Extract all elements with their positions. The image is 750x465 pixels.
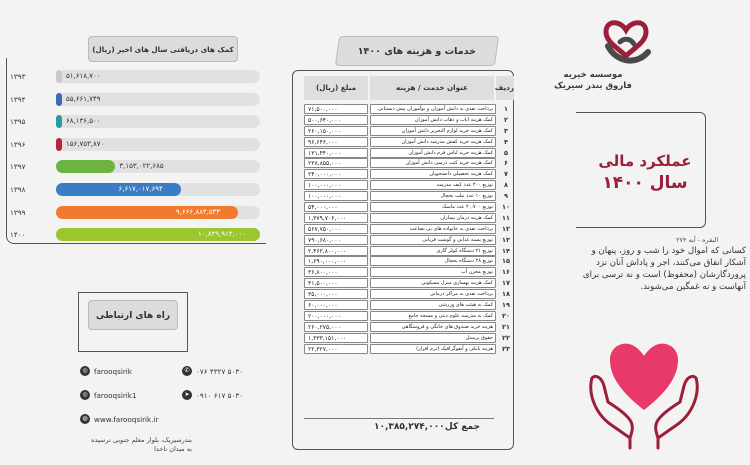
row-number: ۴ xyxy=(504,137,508,146)
bar-value-label: ۶,۶۱۷,۰۱۷,۶۹۴ xyxy=(118,185,163,193)
bar xyxy=(56,115,62,128)
globe-icon: ◍ xyxy=(80,414,90,424)
instagram-handle-2: farooqsirik1 xyxy=(94,390,137,400)
table-row xyxy=(304,180,514,191)
website-link[interactable] xyxy=(80,414,158,424)
org-name-line1: موسسه خیریه xyxy=(563,70,623,80)
bar-value-label: ۱۰,۸۳۹,۹۱۳,۰۰۰ xyxy=(198,230,247,239)
row-number: ۲۱ xyxy=(502,322,510,331)
bar xyxy=(56,93,62,106)
row-amount: ۱۰۰,۰۰۰,۰۰۰ xyxy=(304,180,368,190)
row-number: ۱۱ xyxy=(502,213,510,222)
table-row xyxy=(304,126,514,137)
row-description: کمک هزینه تحصیلی دانشجویان xyxy=(370,169,496,179)
row-number: ۱۲ xyxy=(502,224,510,233)
row-description: کمک هزینه ایاب و ذهاب دانش آموزان xyxy=(370,115,496,125)
services-table-title-box xyxy=(335,36,499,66)
bar-value-label: ۳,۱۵۳,۰۲۲,۶۸۵ xyxy=(119,162,164,171)
table-row xyxy=(304,202,514,213)
row-amount: ۳۱,۵۰۰,۰۰۰ xyxy=(304,278,368,288)
contact-title: راه های ارتباطی xyxy=(88,300,178,330)
row-description: توزیع ۱۰ عدد تبلت بخچال xyxy=(370,191,496,201)
row-amount: ۲۰۰,۰۰۰,۰۰۰ xyxy=(304,311,368,321)
row-amount: ۵۶۷,۷۵۰,۰۰۰ xyxy=(304,224,368,234)
total-label: جمع کل xyxy=(444,422,480,432)
row-number: ۹ xyxy=(504,192,508,201)
instagram-icon: ◎ xyxy=(80,390,90,400)
hands-heart-icon xyxy=(578,320,710,452)
bar-year-label: ۱۳۹۷ xyxy=(10,162,26,172)
row-number: ۱۵ xyxy=(502,257,510,266)
bar-value-label: ۱۵۶,۷۵۳,۸۷۰ xyxy=(66,139,105,148)
website-url: www.farooqsirik.ir xyxy=(94,414,159,424)
table-row xyxy=(304,289,514,300)
table-row xyxy=(304,300,514,311)
row-description: پرداخت نقدی به خانواده های بی بضاعت xyxy=(370,224,496,234)
row-number: ۵ xyxy=(504,148,508,157)
table-row xyxy=(304,311,514,322)
total-value: ۱۰,۳۸۵,۲۷۴,۰۰۰ xyxy=(374,422,445,432)
chart-title: کمک های دریافتی سال های اخیر (ریال) xyxy=(88,36,238,62)
performance-title-line2: سال ۱۴۰۰ xyxy=(602,172,688,193)
performance-title-line1: عملکرد مالی xyxy=(598,152,692,170)
row-number: ۸ xyxy=(504,181,508,190)
row-number: ۲۲ xyxy=(502,333,510,342)
table-row xyxy=(304,224,514,235)
bar-year-label: ۱۳۹۵ xyxy=(10,117,26,127)
charity-logo-icon xyxy=(598,16,654,68)
row-amount: ۳۵,۰۰۰,۰۰۰ xyxy=(304,289,368,299)
bar-value-label: ۶۸,۱۳۶,۵۰۰ xyxy=(66,117,101,126)
bar xyxy=(56,70,62,83)
performance-title xyxy=(590,152,700,194)
row-number: ۷ xyxy=(504,170,508,179)
table-row xyxy=(304,158,514,169)
verse-text: کسانی که اموال خود را شب و روز، پنهان و آشکار انفاق می‌کنند، اجر و پاداش آنان نزد پروردگارشان (محفوظ) است و نه ترسی برای آنهاست و نه غمگین می‌شوند. xyxy=(582,246,746,292)
table-row xyxy=(304,344,514,355)
bar-year-label: ۱۳۹۶ xyxy=(10,139,26,149)
row-amount: ۲۴۰,۰۰۰,۰۰۰ xyxy=(304,169,368,179)
table-row xyxy=(304,235,514,246)
row-description: کمک هزینه خرید کفش مدرسه دانش آموزان xyxy=(370,137,496,147)
row-amount: ۱۰۰,۰۰۰,۰۰۰ xyxy=(304,191,368,201)
row-number: ۱۹ xyxy=(502,301,510,310)
row-description: پرداخت نقدی به مراکز درمانی xyxy=(370,289,496,299)
bar-year-label: ۱۳۹۸ xyxy=(10,185,26,194)
row-amount: ۱,۶۹۰,۰۰۰,۰۰۰ xyxy=(304,256,368,266)
row-amount: ۲۲,۳۲۷,۰۰۰ xyxy=(304,344,368,354)
table-row xyxy=(304,278,514,289)
table-row xyxy=(304,191,514,202)
bar xyxy=(56,160,115,173)
bar-value-label: ۵۵,۶۶۱,۷۴۹ xyxy=(66,94,101,103)
row-number: ۱۸ xyxy=(502,290,510,299)
row-number: ۲ xyxy=(504,115,508,124)
table-row xyxy=(304,267,514,278)
services-table-body xyxy=(304,104,514,354)
column-header-amount: مبلغ (ریال) xyxy=(304,76,368,100)
instagram-handle-1: farooqsirik xyxy=(94,366,132,376)
whatsapp-icon: ✆ xyxy=(182,366,192,376)
table-row xyxy=(304,322,514,333)
table-row xyxy=(304,213,514,224)
bar-year-label: ۱۳۹۴ xyxy=(10,94,26,104)
row-amount: ۲۳۸,۸۵۵,۰۰۰ xyxy=(304,158,368,168)
row-description: هزینه بانکی و آنفوگرافیک (ترم افزار) xyxy=(370,344,496,354)
row-amount: ۵۴,۰۰۰,۰۰۰ xyxy=(304,202,368,212)
table-row xyxy=(304,104,514,115)
row-amount: ۲۶۰,۲۷۵,۰۰۰ xyxy=(304,322,368,332)
row-number: ۱۴ xyxy=(502,246,510,255)
row-description: پرداخت نقدی به دانش آموزان و نوآموزان پیش دبستانی xyxy=(370,104,496,114)
telegram-icon: ➤ xyxy=(182,390,192,400)
row-amount: ۲۶۰,۱۵۰,۰۰۰ xyxy=(304,126,368,136)
row-number: ۳ xyxy=(504,126,508,135)
row-amount: ۱,۳۷۹,۷۰۶,۰۰۰ xyxy=(304,213,368,223)
row-number: ۱۷ xyxy=(502,279,510,288)
mobile-link[interactable] xyxy=(182,390,243,400)
row-amount: ۱,۳۳۳,۱۵۱,۰۰۰ xyxy=(304,333,368,343)
mobile-number: ۰۹۱۰ ۶۱۷ ۵۰۳۰ xyxy=(196,390,244,400)
bar-year-label: ۱۴۰۰ xyxy=(10,230,26,240)
phone-number: ۰۷۶ ۴۳۲۷ ۵۰۳۰ xyxy=(196,366,244,376)
row-amount: ۲,۴۶۲,۸۰۰,۰۰۰ xyxy=(304,246,368,256)
instagram-link-2[interactable] xyxy=(80,390,137,400)
bar xyxy=(56,138,62,151)
row-description: کمک هزینه خرید کتب درسی دانش آموزان xyxy=(370,158,496,168)
row-description: توزیع بسته غذایی و گوشت قربانی xyxy=(370,235,496,245)
bar-year-label: ۱۳۹۹ xyxy=(10,207,26,217)
row-number: ۶ xyxy=(504,159,508,168)
table-row xyxy=(304,246,514,257)
row-description: کمک هزینه خرید لوازم التحریر دانش آموزان xyxy=(370,126,496,136)
row-number: ۲۳ xyxy=(502,344,510,353)
table-row xyxy=(304,115,514,126)
phone-link[interactable] xyxy=(182,366,243,376)
row-amount: ۵۰۰,۶۴۰,۰۰۰ xyxy=(304,115,368,125)
table-total-row xyxy=(304,418,494,434)
table-row xyxy=(304,148,514,159)
row-amount: ۶۰,۰۰۰,۰۰۰ xyxy=(304,300,368,310)
row-description: کمک هزینه درمان بیماران xyxy=(370,213,496,223)
row-number: ۱۰ xyxy=(502,203,510,212)
org-name xyxy=(554,70,632,93)
row-description: توزیع ۲۱ دستگاه کولر گازی xyxy=(370,246,496,256)
row-number: ۱۶ xyxy=(502,268,510,277)
column-header-description: عنوان خدمت / هزینه xyxy=(370,76,494,100)
row-number: ۱ xyxy=(504,105,508,113)
row-description: کمک به مدرسه علوم دینی و مسجد جامع xyxy=(370,311,496,321)
row-description: کمک هزینه خرید لباس فرم دانش آموزان xyxy=(370,148,496,158)
row-description: توزیع ۲۰۰ عدد کیف مدرسه xyxy=(370,180,496,190)
bar-year-label: ۱۳۹۳ xyxy=(10,72,26,81)
bar-value-label: ۹,۶۶۶,۸۸۳,۵۳۳ xyxy=(175,207,221,216)
instagram-icon: ◎ xyxy=(80,366,90,376)
row-description: توزیع مخزن آب xyxy=(370,267,496,277)
bar-value-label: ۵۱,۶۱۸,۷۰۰ xyxy=(66,72,101,80)
row-amount: ۱۳۱,۴۴۰,۰۰۰ xyxy=(304,148,368,158)
row-number: ۲۰ xyxy=(502,311,510,320)
row-description: توزیع ۲۰,۷۰۰ عدد ماسک xyxy=(370,202,496,212)
instagram-link-1[interactable] xyxy=(80,366,132,376)
row-description: هزینه خرید صندوق های خانگی و فروشگاهی xyxy=(370,322,496,332)
table-row xyxy=(304,169,514,180)
verse-reference: البقره - آیه ۲۷۴ xyxy=(676,236,719,244)
column-header-row-number: ردیف xyxy=(496,76,514,100)
row-description: توزیع ۲۸ دستگاه یخچال xyxy=(370,256,496,266)
row-description: کمک هزینه بهسازی منزل مسکونی xyxy=(370,278,496,288)
table-row xyxy=(304,333,514,344)
services-table-title: خدمات و هزینه های ۱۴۰۰ xyxy=(357,46,476,57)
row-description: کمک به هیئت های ورزشی xyxy=(370,300,496,310)
row-number: ۱۳ xyxy=(502,235,510,244)
row-amount: ۳۶,۸۰۰,۰۰۰ xyxy=(304,267,368,277)
org-name-line2: فاروق بندر سیریک xyxy=(554,81,632,92)
row-amount: ۹۶,۶۴۶,۰۰۰ xyxy=(304,137,368,147)
table-row xyxy=(304,256,514,267)
row-amount: ۷۱,۵۰۰,۰۰۰ xyxy=(304,104,368,114)
row-description: حقوق پرسنل xyxy=(370,333,496,343)
address-text: بندرسیریک، بلوار معلم جنوبی نرسیده به میدان ناخدا xyxy=(91,436,192,454)
row-amount: ۷۹۰,۶۸۰,۰۰۰ xyxy=(304,235,368,245)
table-row xyxy=(304,137,514,148)
